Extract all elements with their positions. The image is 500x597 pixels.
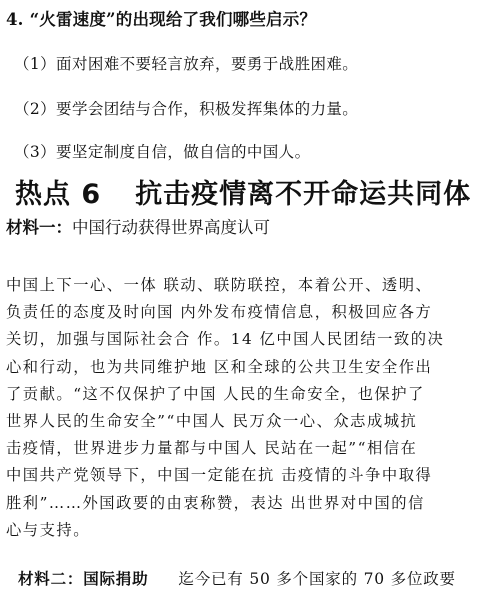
paragraph-line: 负责任的态度及时向国 内外发布疫情信息，积极回应各方 [6, 303, 433, 322]
answer-2: （2）要学会团结与合作，积极发挥集体的力量。 [14, 100, 359, 118]
question-title: 4. “火雷速度”的出现给了我们哪些启示？ [6, 10, 317, 29]
paragraph-line: 中国共产党领导下，中国一定能在抗 击疫情的斗争中取得 [6, 466, 433, 485]
material-1-paragraph [6, 272, 496, 544]
paragraph-line: 心与支持。 [6, 520, 90, 539]
paragraph-line: 了贡献。“这不仅保护了中国 人民的生命安全，也保护了 [6, 384, 425, 403]
material-1-label: 材料一： [6, 218, 72, 237]
answer-3: （3）要坚定制度自信，做自信的中国人。 [14, 143, 311, 161]
material-1-heading [6, 214, 270, 238]
paragraph-line: 胜利”……外国政要的由衷称赞，表达 出世界对中国的信 [6, 493, 425, 512]
hotspot-heading [15, 172, 471, 211]
material-2-label: 材料二：国际捐助 [18, 570, 149, 588]
paragraph-line: 击疫情，世界进步力量都与中国人 民站在一起”“相信在 [6, 439, 418, 458]
material-2-text: 迄今已有 50 多个国家的 70 多位政要 [178, 570, 456, 588]
answer-1: （1）面对困难不要轻言放弃，要勇于战胜困难。 [14, 55, 359, 73]
hotspot-label: 热点 6 [15, 179, 102, 210]
paragraph-line: 世界人民的生命安全”“中国人 民万众一心、众志成城抗 [6, 412, 418, 431]
hotspot-title: 抗击疫情离不开命运共同体 [135, 179, 472, 210]
paragraph-line: 心和行动，也为共同维护地 区和全球的公共卫生安全作出 [6, 357, 433, 376]
paragraph-line: 中国上下一心、一体 联动、联防联控，本着公开、透明、 [6, 276, 433, 294]
material-1-title: 中国行动获得世界高度认可 [72, 218, 270, 237]
material-2-line [18, 567, 456, 589]
paragraph-line: 关切，加强与国际社会合 作。14 亿中国人民团结一致的决 [6, 330, 445, 349]
